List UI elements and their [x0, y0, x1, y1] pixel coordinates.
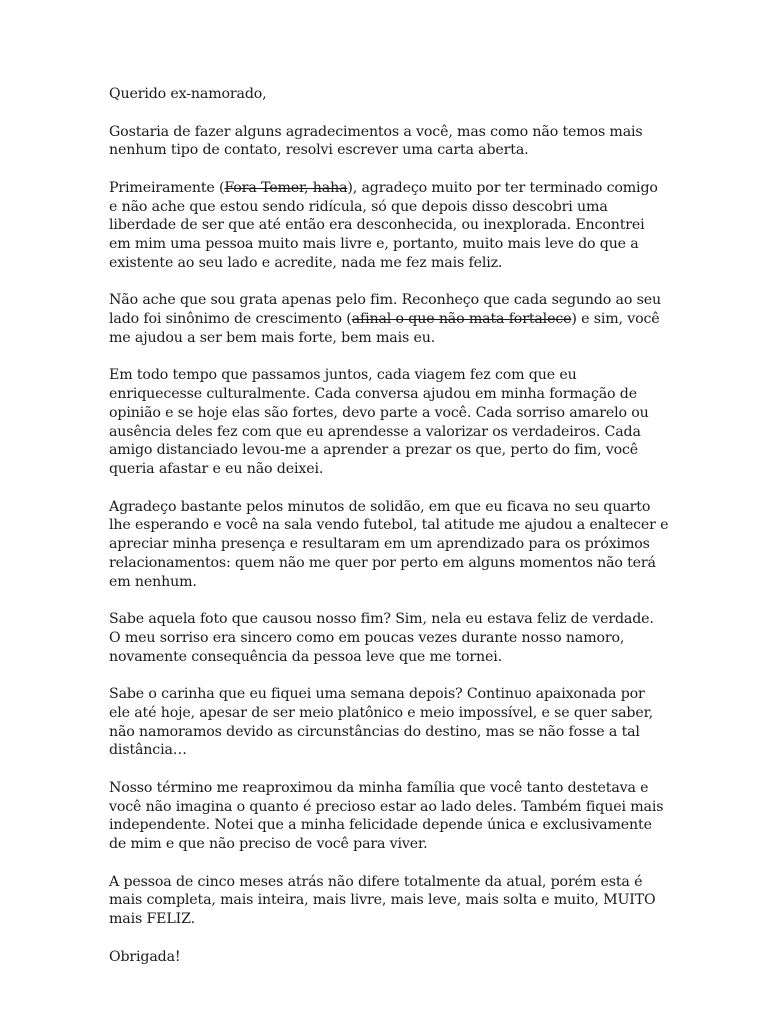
letter-paragraph-7: Sabe o carinha que eu fiquei uma semana depois? Continuo apaixonada por ele até hoje, apesar de ser meio platônico e meio impossível, e se quer saber, não namoramos devido as circunstâncias do destino, mas se não fosse a tal distância…: [109, 686, 654, 759]
letter-page: [109, 85, 669, 985]
letter-paragraph-8: Nosso término me reaproximou da minha família que você tanto destetava e você não imagina o quanto é precioso estar ao lado deles. Também fiquei mais independente. Notei que a minha felicidade depende única e exclusivamente de mim e que não preciso de você para viver.: [109, 779, 664, 852]
paragraph-3-text-end: ) e sim, você me ajudou a ser bem mais forte, bem mais eu.: [109, 311, 660, 346]
letter-paragraph-1: Gostaria de fazer alguns agradecimentos a você, mas como não temos mais nenhum tipo de contato, resolvi escrever uma carta aberta.: [109, 123, 643, 159]
letter-closing: Obrigada!: [109, 948, 181, 965]
letter-paragraph-4: Em todo tempo que passamos juntos, cada viagem fez com que eu enriquecesse culturalmente. Cada conversa ajudou em minha formação de opinião e se hoje elas são fortes, devo parte a você. Cada sorriso amarelo ou ausência deles fez com que eu aprendesse a valorizar os verdadeiros. Cada amigo distanciado levou-me a aprender a prezar os que, perto do fim, você queria afastar e eu não deixei.: [109, 367, 649, 477]
letter-paragraph-9: A pessoa de cinco meses atrás não difere totalmente da atual, porém esta é mais completa, mais inteira, mais livre, mais leve, mais solta e muito, MUITO mais FELIZ.: [109, 873, 656, 927]
paragraph-2-strikethrough: Fora Temer, haha: [224, 179, 348, 196]
paragraph-3-text-start: Não ache que sou grata apenas pelo fim. Reconheço que cada segundo ao seu lado foi sinônimo de crescimento (: [109, 292, 661, 327]
letter-paragraph-2: [109, 179, 669, 273]
paragraph-2-text-end: ), agradeço muito por ter terminado comigo e não ache que estou sendo ridícula, só que depois disso descobri uma liberdade de ser que até então era desconhecida, ou inexplorada. Encontrei em mim uma pessoa muito mais livre e, portanto, muito mais leve do que a existente ao seu lado e acredite, nada me fez mais feliz.: [109, 179, 658, 271]
letter-greeting: Querido ex-namorado,: [109, 86, 267, 102]
letter-paragraph-3: [109, 291, 669, 347]
paragraph-3-strikethrough: afinal o que não mata fortalece: [351, 311, 572, 327]
letter-paragraph-5: Agradeço bastante pelos minutos de solidão, em que eu ficava no seu quarto lhe esperando e você na sala vendo futebol, tal atitude me ajudou a enaltecer e apreciar minha presença e resultaram em um aprendizado para os próximos relacionamentos: quem não me quer por perto em alguns momentos não terá em nenhum.: [109, 498, 669, 590]
paragraph-2-text-start: Primeiramente (: [109, 179, 225, 196]
letter-paragraph-6: Sabe aquela foto que causou nosso fim? Sim, nela eu estava feliz de verdade. O meu sorriso era sincero como em poucas vezes durante nosso namoro, novamente consequência da pessoa leve que me tornei.: [109, 611, 654, 665]
